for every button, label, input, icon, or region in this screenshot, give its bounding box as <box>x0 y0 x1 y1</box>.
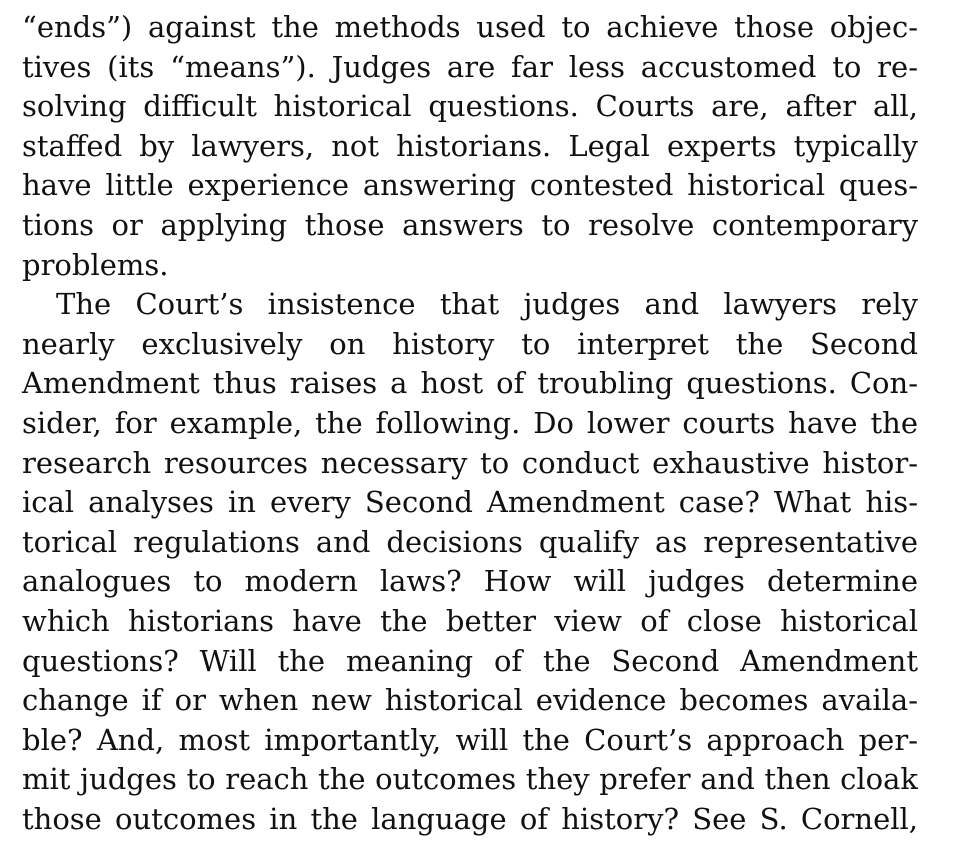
text-line: research resources necessary to conduct exhaustive histor- <box>22 445 918 480</box>
text-line: tions or applying those answers to resolve contemporary <box>22 207 918 242</box>
text-line: problems. <box>22 247 169 282</box>
paragraph-1 <box>22 8 918 285</box>
text-line: The Court’s insistence that judges and lawyers rely <box>56 287 918 322</box>
text-line: analogues to modern laws? How will judges determine <box>22 564 918 599</box>
text-line: ical analyses in every Second Amendment case? What his- <box>22 485 918 520</box>
text-line: which historians have the better view of close historical <box>22 603 918 638</box>
text-line: ble? And, most importantly, will the Court’s approach per- <box>22 722 918 757</box>
text-line: solving difficult historical questions. Courts are, after all, <box>22 89 918 124</box>
text-line: nearly exclusively on history to interpret the Second <box>22 326 918 361</box>
document-page <box>22 8 918 839</box>
text-line: mit judges to reach the outcomes they prefer and then cloak <box>22 762 918 797</box>
text-line: have little experience answering contested historical ques- <box>22 168 918 203</box>
text-line: questions? Will the meaning of the Second Amendment <box>22 643 918 678</box>
text-line: those outcomes in the language of history? See S. Cornell, <box>22 801 918 836</box>
text-line: sider, for example, the following. Do lower courts have the <box>22 405 918 440</box>
text-line: tives (its “means”). Judges are far less accustomed to re- <box>22 49 918 84</box>
text-line: “ends”) against the methods used to achieve those objec- <box>22 10 918 44</box>
text-line: change if or when new historical evidence becomes availa- <box>22 683 918 718</box>
text-line: Amendment thus raises a host of troubling questions. Con- <box>22 366 918 401</box>
paragraph-2 <box>22 285 918 839</box>
text-line: torical regulations and decisions qualify as representative <box>22 524 918 559</box>
text-line: staffed by lawyers, not historians. Legal experts typically <box>22 128 918 163</box>
